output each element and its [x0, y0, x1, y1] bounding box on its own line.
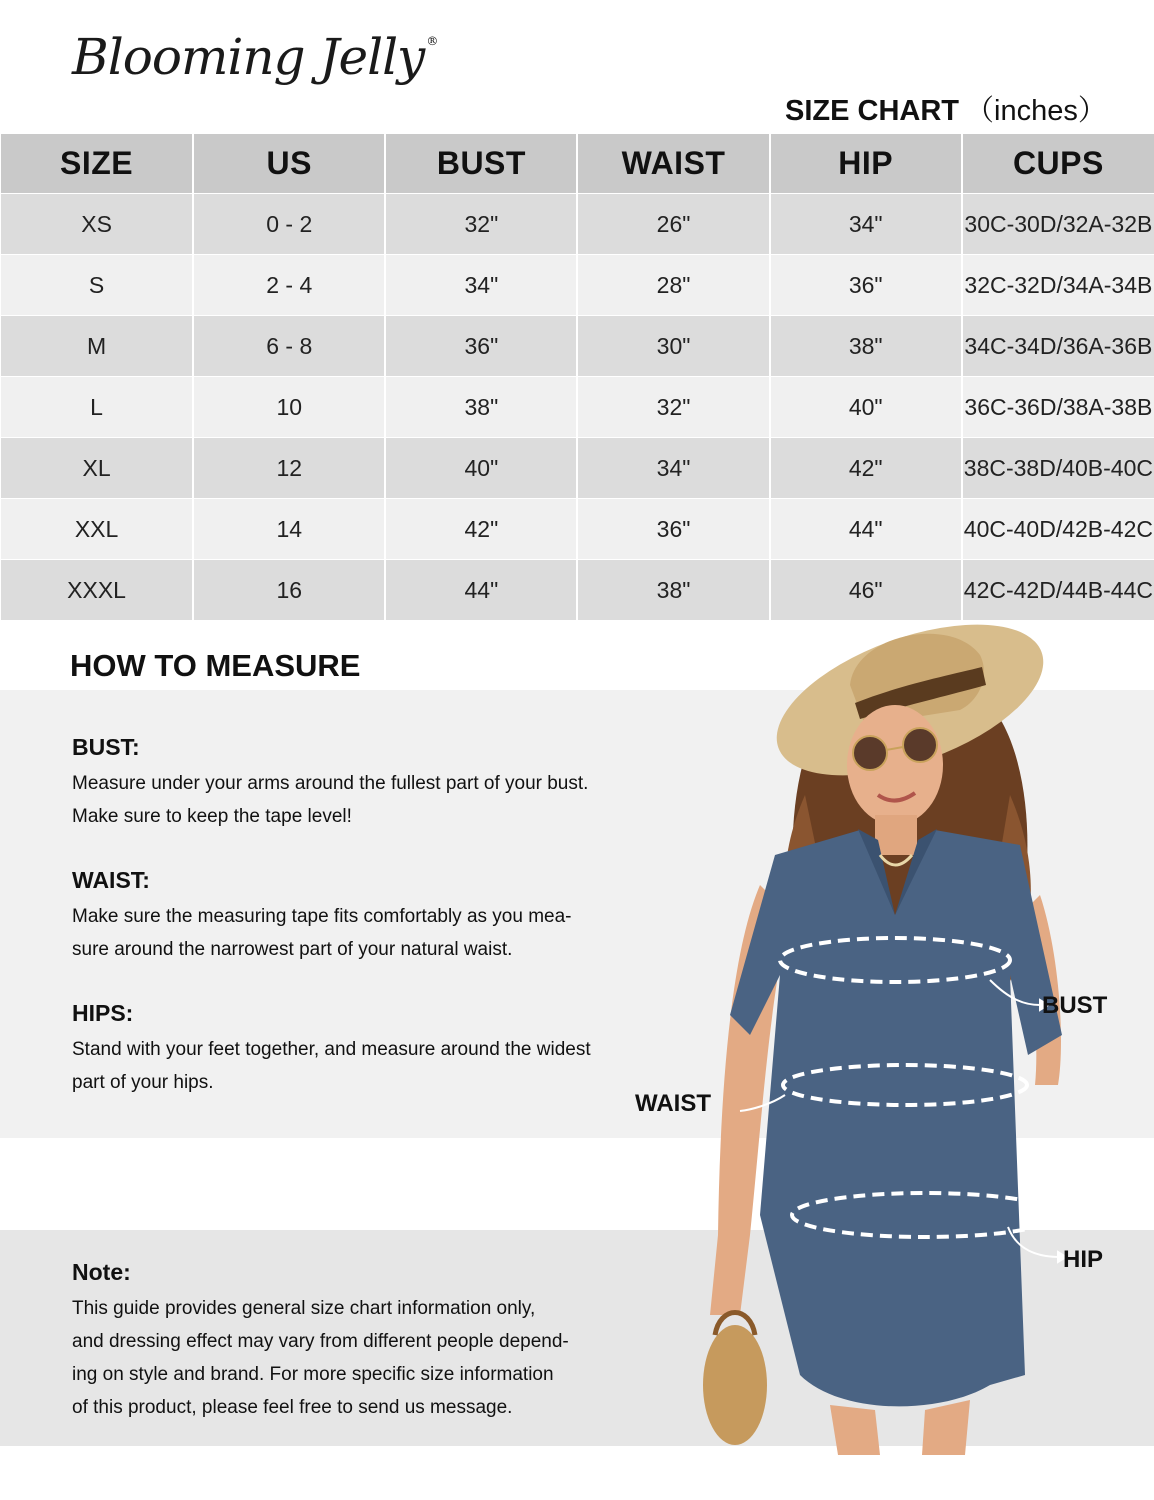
- bust-line: Make sure to keep the tape level!: [72, 806, 352, 827]
- brand-logo: [72, 28, 437, 86]
- waist-label: WAIST:: [72, 867, 150, 893]
- bust-line: Measure under your arms around the fullest part of your bust.: [72, 773, 589, 794]
- table-cell: L: [1, 377, 193, 438]
- size-chart-title: [785, 88, 1107, 129]
- hips-label: HIPS:: [72, 1000, 134, 1026]
- model-figure: [703, 615, 1063, 1455]
- table-cell: 34C-34D/36A-36B: [962, 316, 1154, 377]
- table-cell: XXL: [1, 499, 193, 560]
- table-header-row: [1, 134, 1154, 194]
- table-cell: 46": [770, 560, 962, 621]
- note-line: ing on style and brand. For more specific size information: [72, 1364, 554, 1385]
- waist-line: sure around the narrowest part of your natural waist.: [72, 939, 513, 960]
- table-cell: 6 - 8: [193, 316, 385, 377]
- table-cell: 34": [770, 194, 962, 255]
- table-cell: 12: [193, 438, 385, 499]
- waist-instructions: [72, 867, 672, 966]
- table-cell: 30": [577, 316, 769, 377]
- table-cell: 0 - 2: [193, 194, 385, 255]
- model-photo: [690, 615, 1154, 1455]
- table-row: [1, 316, 1154, 377]
- table-cell: XXXL: [1, 560, 193, 621]
- table-cell: 32": [385, 194, 577, 255]
- hip-callout: HIP: [1063, 1246, 1104, 1273]
- size-table: [1, 134, 1154, 620]
- hips-line: part of your hips.: [72, 1072, 214, 1093]
- table-cell: 44": [770, 499, 962, 560]
- table-cell: 34": [385, 255, 577, 316]
- table-row: [1, 194, 1154, 255]
- table-row: [1, 438, 1154, 499]
- table-cell: 42": [770, 438, 962, 499]
- table-cell: 36": [770, 255, 962, 316]
- table-cell: 32": [577, 377, 769, 438]
- note-line: This guide provides general size chart information only,: [72, 1298, 536, 1319]
- table-cell: 40C-40D/42B-42C: [962, 499, 1154, 560]
- table-cell: 44": [385, 560, 577, 621]
- bust-instructions: [72, 734, 672, 833]
- table-cell: 2 - 4: [193, 255, 385, 316]
- brand-name: Blooming Jelly: [72, 28, 425, 86]
- table-cell: 40": [770, 377, 962, 438]
- table-cell: 14: [193, 499, 385, 560]
- table-cell: 30C-30D/32A-32B: [962, 194, 1154, 255]
- table-row: [1, 255, 1154, 316]
- header-cell-cups: CUPS: [962, 134, 1154, 194]
- table-cell: 32C-32D/34A-34B: [962, 255, 1154, 316]
- note-block: [72, 1259, 672, 1424]
- note-line: of this product, please feel free to send us message.: [72, 1397, 513, 1418]
- table-cell: 28": [577, 255, 769, 316]
- table-cell: 26": [577, 194, 769, 255]
- size-chart-title-text: SIZE CHART: [785, 95, 959, 127]
- table-cell: XL: [1, 438, 193, 499]
- waist-line: Make sure the measuring tape fits comfortably as you mea-: [72, 906, 572, 927]
- size-chart-unit: （inches）: [965, 95, 1107, 127]
- header-cell-bust: BUST: [385, 134, 577, 194]
- table-cell: 36": [577, 499, 769, 560]
- table-cell: 42C-42D/44B-44C: [962, 560, 1154, 621]
- table-cell: 38": [577, 560, 769, 621]
- table-cell: 16: [193, 560, 385, 621]
- table-cell: XS: [1, 194, 193, 255]
- header-cell-us: US: [193, 134, 385, 194]
- waist-callout: WAIST: [635, 1090, 711, 1117]
- table-cell: 38": [385, 377, 577, 438]
- note-line: and dressing effect may vary from different people depend-: [72, 1331, 569, 1352]
- table-cell: M: [1, 316, 193, 377]
- table-row: [1, 377, 1154, 438]
- header-cell-hip: HIP: [770, 134, 962, 194]
- table-cell: 34": [577, 438, 769, 499]
- hips-line: Stand with your feet together, and measure around the widest: [72, 1039, 591, 1060]
- note-label: Note:: [72, 1259, 131, 1285]
- registered-mark: ®: [426, 34, 438, 48]
- bust-label: BUST:: [72, 734, 140, 760]
- table-cell: 42": [385, 499, 577, 560]
- header-cell-size: SIZE: [1, 134, 193, 194]
- table-cell: 10: [193, 377, 385, 438]
- table-cell: 40": [385, 438, 577, 499]
- table-cell: 36": [385, 316, 577, 377]
- table-cell: 36C-36D/38A-38B: [962, 377, 1154, 438]
- table-cell: 38C-38D/40B-40C: [962, 438, 1154, 499]
- table-row: [1, 499, 1154, 560]
- hips-instructions: [72, 1000, 672, 1099]
- bust-callout: BUST: [1042, 992, 1108, 1019]
- table-cell: S: [1, 255, 193, 316]
- header-cell-waist: WAIST: [577, 134, 769, 194]
- table-cell: 38": [770, 316, 962, 377]
- how-to-measure-title: HOW TO MEASURE: [70, 648, 361, 683]
- table-row: [1, 560, 1154, 621]
